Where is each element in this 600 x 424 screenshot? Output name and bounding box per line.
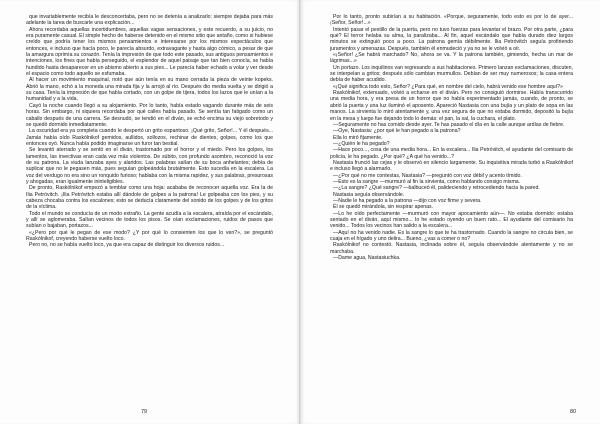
paragraph: —Esto es la sangre —murmuró al fin la sirvienta, como hablando consigo misma. bbox=[333, 178, 521, 185]
paragraph: Cayó la noche cuando llegó a su alojamiento. Por lo tanto, había estado vagando durante más de seis horas. Sin embargo, ni siquiera recordaba por qué calles había pasado. Se sentía tan fatigado como un caballo después de una carrera. Se desnudó, se tendió en el diván, se echó encima su viejo sobretodo y se quedó dormido inmediatamente. bbox=[26, 102, 273, 128]
paragraph: Se levantó aterrado y se sentó en el diván, trastornado por el horror y el miedo. Pero los golpes, los lamentos, las invectivas eran cada vez más violentos. De súbito, con profundo asombro, reconoció la voz de su patrona. La viuda lanzaba ayes y alaridos. Las palabras salían de su boca anhelantes; debía de suplicar que no le pegasen más, pues seguían golpeándola brutalmente. Esto sucedía en la escalera. La voz del verdugo no era sino un ronquido furioso; hablaba con la misma rapidez, y sus palabras, presurosas y ahogadas, eran igualmente ininteligibles. bbox=[26, 147, 273, 185]
paragraph: La oscuridad era ya completa cuando le despertó un grito espantoso. ¡Qué grito, Señor!... Y él después... Jamás había oído Raskólnikof gemidos, aullidos, sollozos, rechinar de dientes, golpes, como los que entonces oyó. Nunca había podido imaginarse un furor tan bestial. bbox=[26, 128, 273, 147]
paragraph: —Lo he oído perfectamente —murmuró con mayor apocamiento aún—. No estaba dormido: estaba sentado en el diván, aquí mismo... Io he estado oyendo un buen rato... El ayudante del comisario ha venido... Todos los vecinos han salido a la escalera... bbox=[330, 210, 573, 230]
paragraph: Pero no, no se había vuelto loco, ya que era capaz de distinguir los diversos ruidos... bbox=[29, 242, 225, 249]
paragraph: —Aquí no ha venido nadie. Es la sangre lo que te ha trastornado. Cuando la sangre no circula bien, se cuaja en el hígado y uno delira... Bueno, ¿vas a comer o no? bbox=[330, 229, 573, 243]
paragraph: —¿Por qué no me contestas, Nastasia? —preguntó con voz débil y acento tímido. bbox=[333, 172, 522, 179]
paragraph: —Oye, Nastasia: ¿por qué le han pegado a la patrona? bbox=[333, 128, 461, 135]
paragraph: —Nadie le ha pegado a la patrona —dijo con voz firme y severa. bbox=[333, 197, 482, 204]
paragraph: «¿Pero por qué le pegan de ese modo? ¿Y por qué lo consienten los que lo ven?», se preguntó Raskólnikof, creyendo haberse vuelto loco. bbox=[26, 229, 273, 243]
right-page-number: 80 bbox=[570, 409, 576, 415]
left-page-text bbox=[26, 14, 273, 402]
paragraph: Por lo tanto, pronto subirían a su habitación. «Porque, seguramente, todo esto es por lo de ayer... ¡Señor, Señor!...» bbox=[330, 14, 573, 27]
right-page-text bbox=[330, 14, 573, 402]
left-page-number: 79 bbox=[141, 409, 147, 415]
right-page bbox=[300, 0, 600, 424]
paragraph: —Seguramente no has comido desde ayer. Te has pasado el día en la calle aunque ardías de fiebre. bbox=[333, 121, 565, 128]
paragraph: —Hace poco..., cosa de una media hora... En la escalera... Ilia Petróvitch, el ayudante del comisario de policía, le ha pegado. ¿Por qué? ¿A qué ha venido...? bbox=[330, 147, 573, 160]
paragraph: «¡Qué significa todo esto, Señor? ¿Para qué, en nombre del cielo, habrá venido ese hombre aquí?» bbox=[333, 83, 563, 90]
paragraph: De pronto, Raskólnikof empezó a temblar como una hoja: acababa de reconocer aquella voz. Era la de Ilia Petróvitch. ¡Ilia Petróvitch estaba allí dándole de golpes a la patrona! Le golpeaba con los pies, y su cabeza chocaba contra los escalones; esto se deducía claramente del sonido de los golpes y de los gritos de la víctima. bbox=[26, 185, 273, 211]
paragraph: Raskólnikof, extenuado, volvió a echarse en el diván. Pero no consiguió dormirse. Había transcurrido una media hora, y era presa de un horror que no había experimentado jamás, cuando, de pronto, se abrió la puerta y una luz iluminó el aposento. Apareció Nastasia con una bujía y un plato de sopa en las manos. La sirvienta lo miró atentamente y, una vez segura de que no estaba dormido, depositó la bujía en la mesa y luego fue dejando todo lo demás: el pan, la sal, la cuchara, el plato. bbox=[330, 90, 573, 122]
paragraph: Un portazo. Los inquilinos van regresando a sus habitaciones. Primero lanzan exclamaciones, discuten, se interpelan a gritos; después sólo cambian murmullos. Debían de ser muy numerosos; la casa entera debía de haber acudido. bbox=[330, 64, 573, 84]
paragraph: Ahora recordaba aquellas incertidumbres, aquellas vagas sensaciones, y este recuerdo, a su juicio, no era puramente casual. El simple hecho de haberse detenido en el mismo sitio que antaño, como si hubiese creído que podría tener los mismos pensamientos e interesarse por los mismos espectáculos que entonces, e incluso que hacía poco, le parecía absurdo, extravagante y hasta algo cómico, a pesar de que la amargura oprimía su corazón. Tenía la impresión de que todo este pasado, sus antiguos pensamientos e intenciones, los fines que había perseguido, el esplendor de aquel paisaje que tan bien conocía, se había hundido hasta desaparecer en un abismo abierto a sus pies... Le parecía haber echado a volar y ver desde el espacio como todo aquello se esfumaba. bbox=[26, 26, 273, 78]
paragraph: Intentó pasar el pestillo de la puerta, pero no tuvo fuerzas para levantar el brazo. Por otra parte, ¿para qué? El terror helaba su alma, la paralizaba... Al fin, aquel escándalo que había durado diez largos minutos se extinguió poco a poco. La patrona gemía débilmente. Ilia Petróvitch seguía profiriendo juramentos y amenazas. Después, también él enmudeció y ya no se le volvió a oír. bbox=[330, 26, 573, 52]
paragraph: —Dame agua, Nastasiuchka. bbox=[333, 255, 401, 262]
paragraph: —¿Quién le ha pegado? bbox=[333, 140, 390, 147]
paragraph: —¿La sangre? ¿Qué sangre? —balbuceó él, palideciendo y retrocediendo hacia la pared. bbox=[333, 185, 540, 192]
paragraph: Al hacer un movimiento maquinal, notó que aún tenía en su mano cerrada la pieza de veinte kopeks. Abrió la mano, echó a la moneda una mirada fija y la arrojó al río. Después dio media vuelta y se dirigió a su casa. Tenía la impresión de que había cortado, con un golpe de tijera, todos los lazos que le unían a la humanidad y a la vida. bbox=[26, 77, 273, 103]
paragraph: «¡Señor! ¿Se habrá marchado? No, ahora se va. Y la patrona también, gimiendo, hecha un mar de lágrimas...» bbox=[330, 52, 573, 65]
paragraph: Ella lo miró fijamente. bbox=[333, 134, 383, 141]
paragraph: Nastasia frunció las cejas y le observó en silencio largamente. Su inquisitiva mirada turbó a Raskólnikof e incluso llegó a alarmarlo. bbox=[330, 159, 573, 173]
paragraph: Nastasia seguía observándole. bbox=[333, 191, 405, 198]
paragraph: Todo el mundo se conducía de un modo extraño. La gente acudía a la escalera, atraída por el escándalo, y allí se aglomeraba. Salían vecinos de todos los pisos. Se oían exclamaciones, ruidos de pasos que subían o bajaban, portazos... bbox=[26, 210, 273, 230]
paragraph: que invariablemente recibía le desconcertaba, pero no se detenía a analizarlo: siempre dejaba para más adelante la tarea de buscarle una explicación... bbox=[26, 14, 273, 27]
paragraph: Él se quedó mirándola, sin respirar apenas. bbox=[333, 204, 434, 211]
paragraph: Raskólnikof no contestó. Nastasia, inclinada sobre él, seguía observándole atentamente y no se marchaba. bbox=[330, 242, 573, 255]
